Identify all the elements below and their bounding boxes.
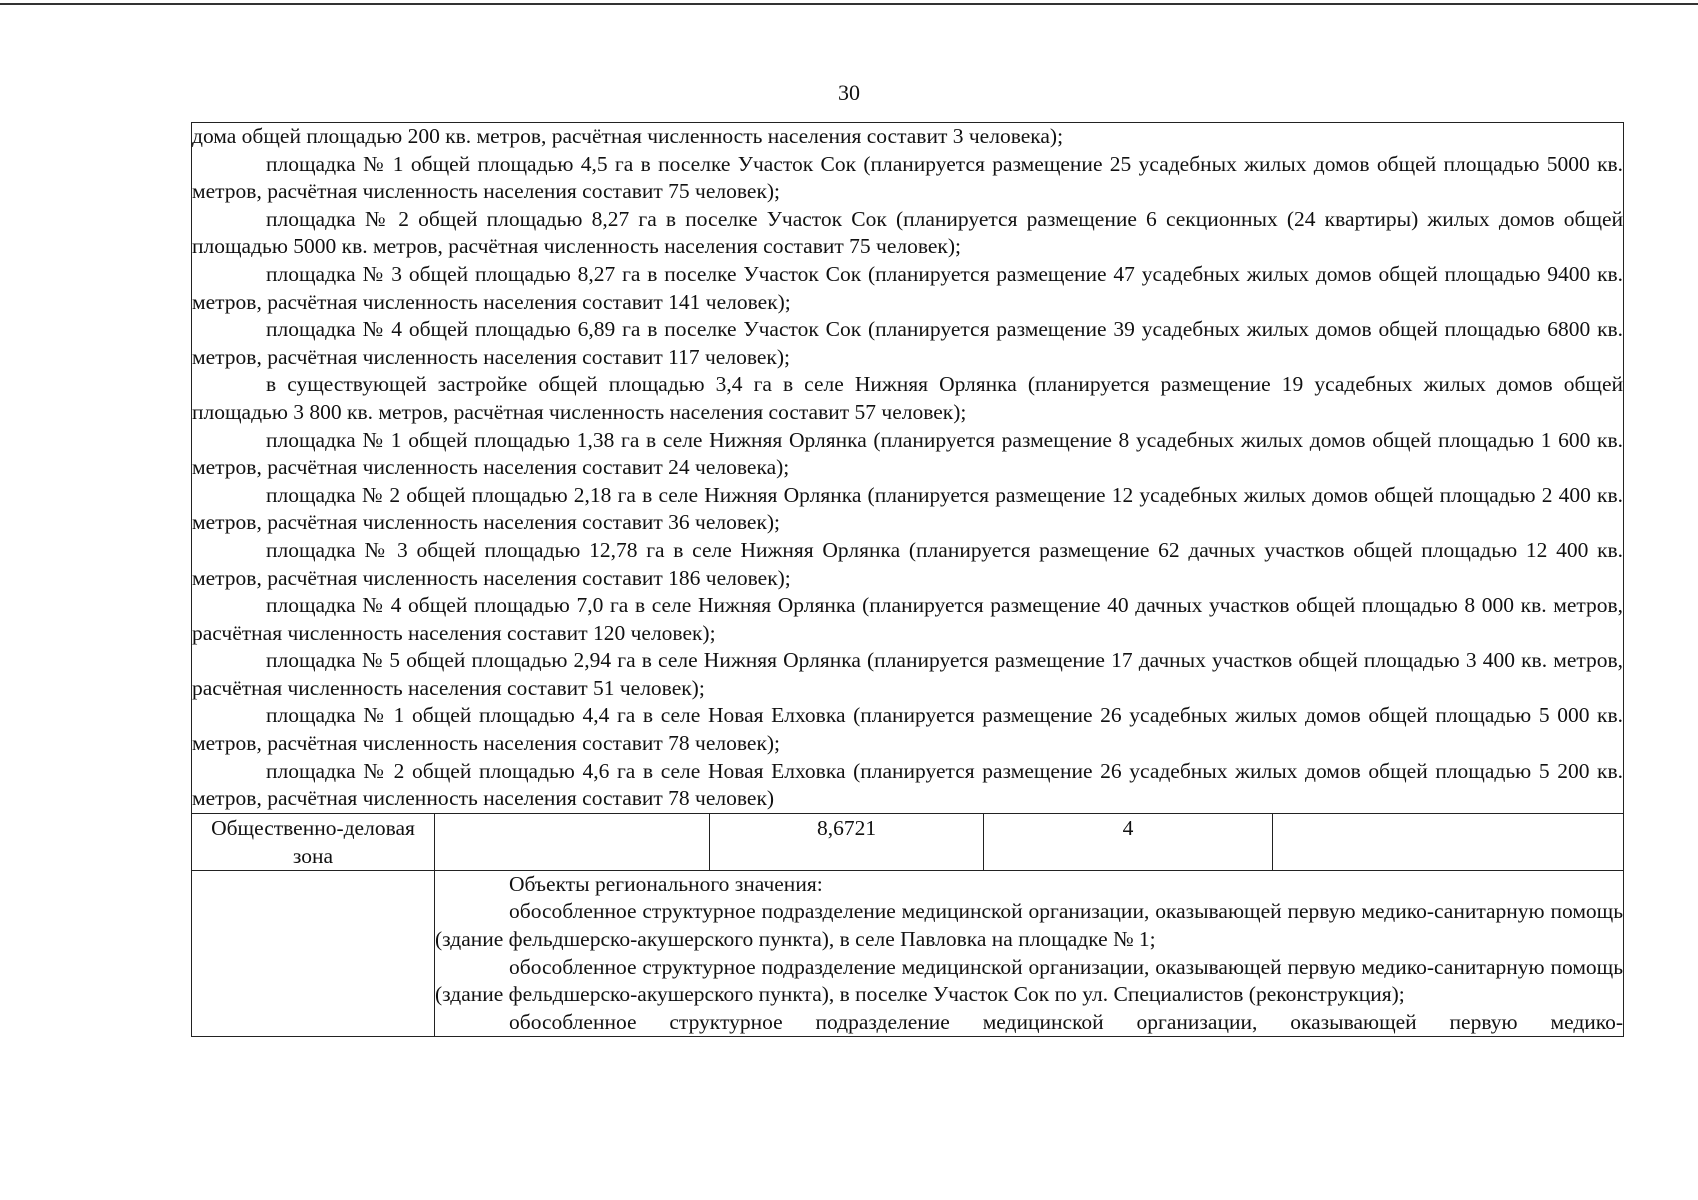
paragraph: площадка № 2 общей площадью 2,18 га в селе Нижняя Орлянка (планируется размещение 12 усадебных жилых домов общей площадью 2 400 кв. метров, расчётная численность населения составит 36 человек); [192,482,1624,535]
objects-empty-cell [192,870,435,1037]
paragraph: дома общей площадью 200 кв. метров, расчётная численность населения составит 3 человека); [192,124,1064,148]
zone-area-cell: 8,6721 [710,813,984,870]
continued-text-cell [192,123,1624,814]
paragraph: площадка № 2 общей площадью 8,27 га в поселке Участок Сок (планируется размещение 6 секционных (24 квартиры) жилых домов общей площадью 5000 кв. метров, расчётная численность населения составит 75 человек); [192,206,1624,259]
paragraph: площадка № 1 общей площадью 1,38 га в селе Нижняя Орлянка (планируется размещение 8 усадебных жилых домов общей площадью 1 600 кв. метров, расчётная численность населения составит 24 человека); [192,427,1624,480]
top-rule [0,3,1698,5]
zone-count-cell: 4 [984,813,1273,870]
zone-name-cell [192,813,435,870]
paragraph: площадка № 3 общей площадью 12,78 га в селе Нижняя Орлянка (планируется размещение 62 дачных участков общей площадью 12 400 кв. метров, расчётная численность населения составит 186 человек); [192,537,1624,590]
objects-item: обособленное структурное подразделение медицинской организации, оказывающей первую медико-санитарную помощь (здание фельдшерско-акушерского пункта), в поселке Участок Сок по ул. Специалистов (реконструкция); [435,954,1624,1007]
continued-text-row [192,123,1624,814]
paragraph: площадка № 2 общей площадью 4,6 га в селе Новая Елховка (планируется размещение 26 усадебных жилых домов общей площадью 5 200 кв. метров, расчётная численность населения составит 78 человек) [192,758,1624,811]
page-number: 30 [838,80,860,105]
zone-name: Общественно-деловая зона [211,815,415,868]
document-table [191,122,1624,1037]
objects-item: обособленное структурное подразделение медицинской организации, оказывающей первую медико-санитарную помощь (здание фельдшерско-акушерского пункта), в селе Павловка на площадке № 1; [435,899,1624,952]
paragraph: площадка № 4 общей площадью 7,0 га в селе Нижняя Орлянка (планируется размещение 40 дачных участков общей площадью 8 000 кв. метров, расчётная численность населения составит 120 человек); [192,593,1624,645]
paragraph: площадка № 1 общей площадью 4,5 га в поселке Участок Сок (планируется размещение 25 усадебных жилых домов общей площадью 5000 кв. метров, расчётная численность населения составит 75 человек); [192,151,1624,204]
objects-cut-line: обособленное структурное подразделение медицинской организации, оказывающей первую медико- [509,1009,1624,1034]
paragraph: площадка № 4 общей площадью 6,89 га в поселке Участок Сок (планируется размещение 39 усадебных жилых домов общей площадью 6800 кв. метров, расчётная численность населения составит 117 человек); [192,317,1624,369]
paragraph: площадка № 5 общей площадью 2,94 га в селе Нижняя Орлянка (планируется размещение 17 дачных участков общей площадью 3 400 кв. метров, расчётная численность населения составит 51 человек); [192,648,1624,700]
objects-row [192,870,1624,1037]
zone-col5-cell [1273,813,1624,870]
paragraph: в существующей застройке общей площадью 3,4 га в селе Нижняя Орлянка (планируется размещение 19 усадебных жилых домов общей площадью 3 800 кв. метров, расчётная численность населения составит 57 человек); [192,372,1624,424]
zone-col2-cell [435,813,710,870]
zone-row [192,813,1624,870]
objects-cell [435,870,1624,1037]
objects-heading: Объекты регионального значения: [509,871,823,896]
paragraph: площадка № 1 общей площадью 4,4 га в селе Новая Елховка (планируется размещение 26 усадебных жилых домов общей площадью 5 000 кв. метров, расчётная численность населения составит 78 человек); [192,703,1624,756]
paragraph: площадка № 3 общей площадью 8,27 га в поселке Участок Сок (планируется размещение 47 усадебных жилых домов общей площадью 9400 кв. метров, расчётная численность населения составит 141 человек); [192,261,1624,314]
